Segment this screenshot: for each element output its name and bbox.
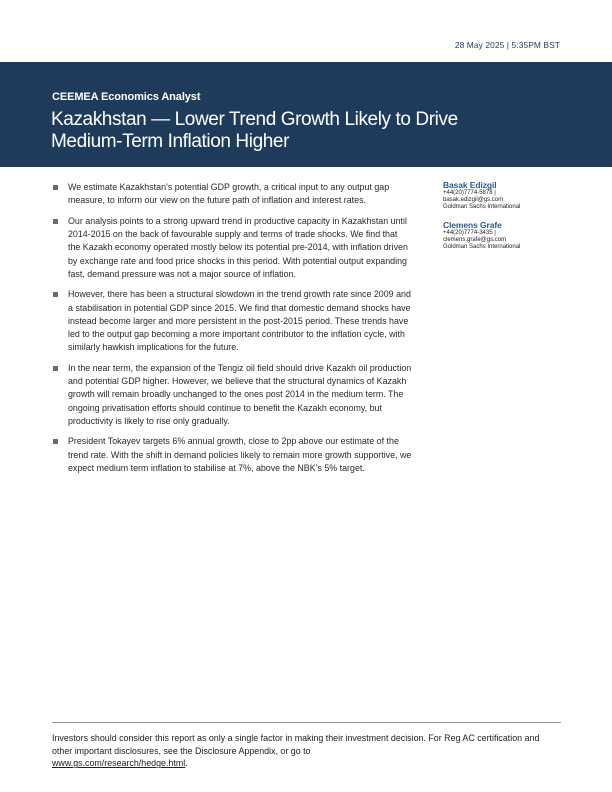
series-name: CEEMEA Economics Analyst	[52, 91, 201, 103]
author-firm: Goldman Sachs International	[443, 244, 521, 251]
author-panel	[443, 180, 563, 259]
author-name[interactable]: Basak Edizgil	[443, 180, 497, 190]
square-bullet-icon	[53, 366, 58, 371]
square-bullet-icon	[53, 439, 58, 444]
report-date: 28 May 2025 | 5:35PM BST	[454, 40, 560, 50]
bullet-item	[52, 435, 412, 475]
bullet-text: However, there has been a structural slowdown in the trend growth rate since 2009 and a stabilisation in potential GDP since 2015. We find that domestic demand shocks have instead become larger and more persistent in the post-2015 period. These trends have led to the output gap becoming a more important contributor to the inflation cycle, with similarly hawkish implications for the future.	[68, 289, 411, 353]
bullet-text: In the near term, the expansion of the Tengiz oil field should drive Kazakh oil production and potential GDP higher. However, we believe that the structural dynamics of Kazakh growth will remain broadly unchanged to the ones post 2014 in the medium term. The ongoing privatisation efforts should continue to benefit the Kazakh economy, but productivity is likely to rise only gradually.	[68, 362, 412, 426]
disclosure-footer	[52, 732, 552, 770]
square-bullet-icon	[53, 292, 58, 297]
author-phone: +44(20)7774-3435 |	[443, 229, 496, 236]
disclosure-text: Investors should consider this report as only a single factor in making their investment decision. For Reg AC certification and other important disclosures, see the Disclosure Appendix, or go to	[52, 733, 540, 756]
square-bullet-icon	[53, 185, 58, 190]
author-email[interactable]: basak.edizgil@gs.com	[443, 197, 504, 204]
bullet-item	[52, 362, 412, 428]
footer-divider	[52, 722, 561, 723]
bullet-item	[52, 215, 412, 281]
report-title: Kazakhstan — Lower Trend Growth Likely to Drive Medium-Term Inflation Higher	[51, 109, 458, 152]
author-card	[443, 180, 563, 212]
author-name[interactable]: Clemens Grafe	[443, 219, 502, 230]
bullet-text: Our analysis points to a strong upward trend in productive capacity in Kazakhstan until 2014-2015 on the back of favourable supply and terms of trade shocks. We find that the Kazakh economy operated mostly below its potential pre-2014, with inflation driven by exchange rate and food price shocks in this period. With potential output expanding fast, demand pressure was not a major source of inflation.	[68, 215, 408, 279]
author-firm: Goldman Sachs International	[443, 204, 521, 211]
author-email[interactable]: clemens.grafe@gs.com	[443, 236, 507, 243]
square-bullet-icon	[53, 219, 58, 224]
bullet-item	[52, 181, 412, 207]
author-card	[443, 220, 563, 252]
header-banner	[0, 62, 612, 167]
disclosure-link[interactable]: www.gs.com/research/hedge.html	[52, 758, 186, 769]
author-phone: +44(20)7774-5878 |	[443, 190, 496, 196]
summary-bullets	[52, 181, 412, 483]
bullet-text: President Tokayev targets 6% annual growth, close to 2pp above our estimate of the trend rate. With the shift in demand policies likely to remain more growth supportive, we expect medium term inflation to stabilise at 7%, above the NBK’s 5% target.	[68, 436, 412, 473]
disclosure-link-suffix: .	[185, 758, 188, 769]
bullet-item	[52, 288, 412, 354]
bullet-text: We estimate Kazakhstan’s potential GDP growth, a critical input to any output gap measure, to inform our view on the future path of inflation and interest rates.	[68, 182, 390, 206]
